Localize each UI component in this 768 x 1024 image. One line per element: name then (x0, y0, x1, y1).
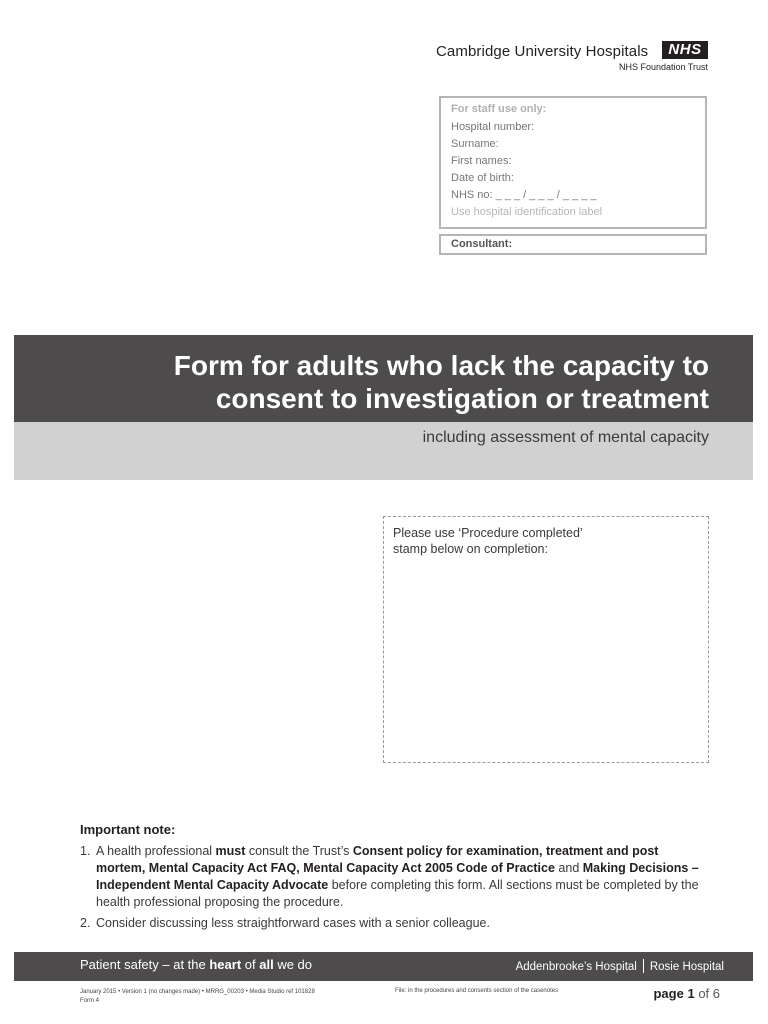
page-number (600, 986, 720, 1001)
hospital-number-field: Hospital number: (451, 121, 535, 133)
slogan-text: we do (273, 957, 313, 972)
form-number: Form 4 (80, 998, 100, 1004)
page-label: page (653, 986, 684, 1001)
page-current: 1 (687, 986, 695, 1001)
title-line-1: Form for adults who lack the capacity to (173, 350, 709, 381)
nhs-number-field: NHS no: _ _ _ / _ _ _ / _ _ _ _ (451, 189, 597, 201)
nhs-logo: NHS (662, 41, 708, 59)
slogan-text: of (241, 957, 260, 972)
completion-stamp-box (383, 516, 709, 763)
note-text: before completing this form. All sections must be completed by the health professional proposing the procedure. (96, 878, 699, 909)
consultant-field: Consultant: (439, 234, 707, 255)
note-text: and (554, 861, 583, 875)
note-text: consult the Trust’s (245, 844, 353, 858)
stamp-instruction-line-2: stamp below on completion: (393, 542, 548, 556)
page-total: of 6 (698, 986, 720, 1001)
page-title (40, 349, 709, 415)
note-item-number: 2. (80, 916, 91, 930)
note-item-1 (80, 843, 700, 911)
important-note-heading: Important note: (80, 822, 176, 837)
surname-field: Surname: (451, 138, 499, 150)
imca-reference: Making Decisions – Independent Mental Capacity Advocate (96, 861, 699, 892)
hospital-name-rosie: Rosie Hospital (649, 961, 724, 973)
organisation-name: Cambridge University Hospitals (436, 43, 649, 60)
date-of-birth-field: Date of birth: (451, 172, 514, 184)
id-label-hint: Use hospital identification label (451, 206, 603, 218)
filing-note: File: in the procedures and consents section of the casenotes (395, 988, 559, 994)
version-info: January 2015 • Version 1 (no changes made) • MRRG_00203 • Media Studio ref 101828 (80, 989, 315, 995)
hospital-name-addenbrookes: Addenbrooke’s Hospital (515, 961, 637, 973)
document-meta (80, 988, 315, 1006)
footer-separator (643, 959, 644, 973)
important-note-list (80, 843, 700, 936)
slogan-all: all (259, 957, 274, 972)
page-subtitle: including assessment of mental capacity (422, 429, 709, 446)
policy-references: Consent policy for examination, treatment and post mortem, Mental Capacity Act FAQ, Mental Capacity Act 2005 Code of Practice (96, 844, 659, 875)
note-emphasis: must (215, 844, 246, 858)
stamp-instruction-line-1: Please use ‘Procedure completed’ (393, 526, 583, 540)
slogan-heart: heart (209, 957, 242, 972)
first-names-field: First names: (451, 155, 512, 167)
staff-use-box (439, 96, 707, 229)
staff-box-heading: For staff use only: (451, 103, 547, 115)
note-item-number: 1. (80, 844, 91, 858)
note-text: A health professional (96, 844, 216, 858)
note-item-2 (80, 915, 700, 932)
slogan-text: Patient safety – at the (80, 957, 210, 972)
footer-hospitals (450, 959, 724, 973)
note-text: Consider discussing less straightforward cases with a senior colleague. (96, 916, 490, 930)
trust-name: NHS Foundation Trust (618, 62, 708, 72)
footer-slogan (80, 957, 312, 972)
title-line-2: consent to investigation or treatment (215, 383, 709, 414)
